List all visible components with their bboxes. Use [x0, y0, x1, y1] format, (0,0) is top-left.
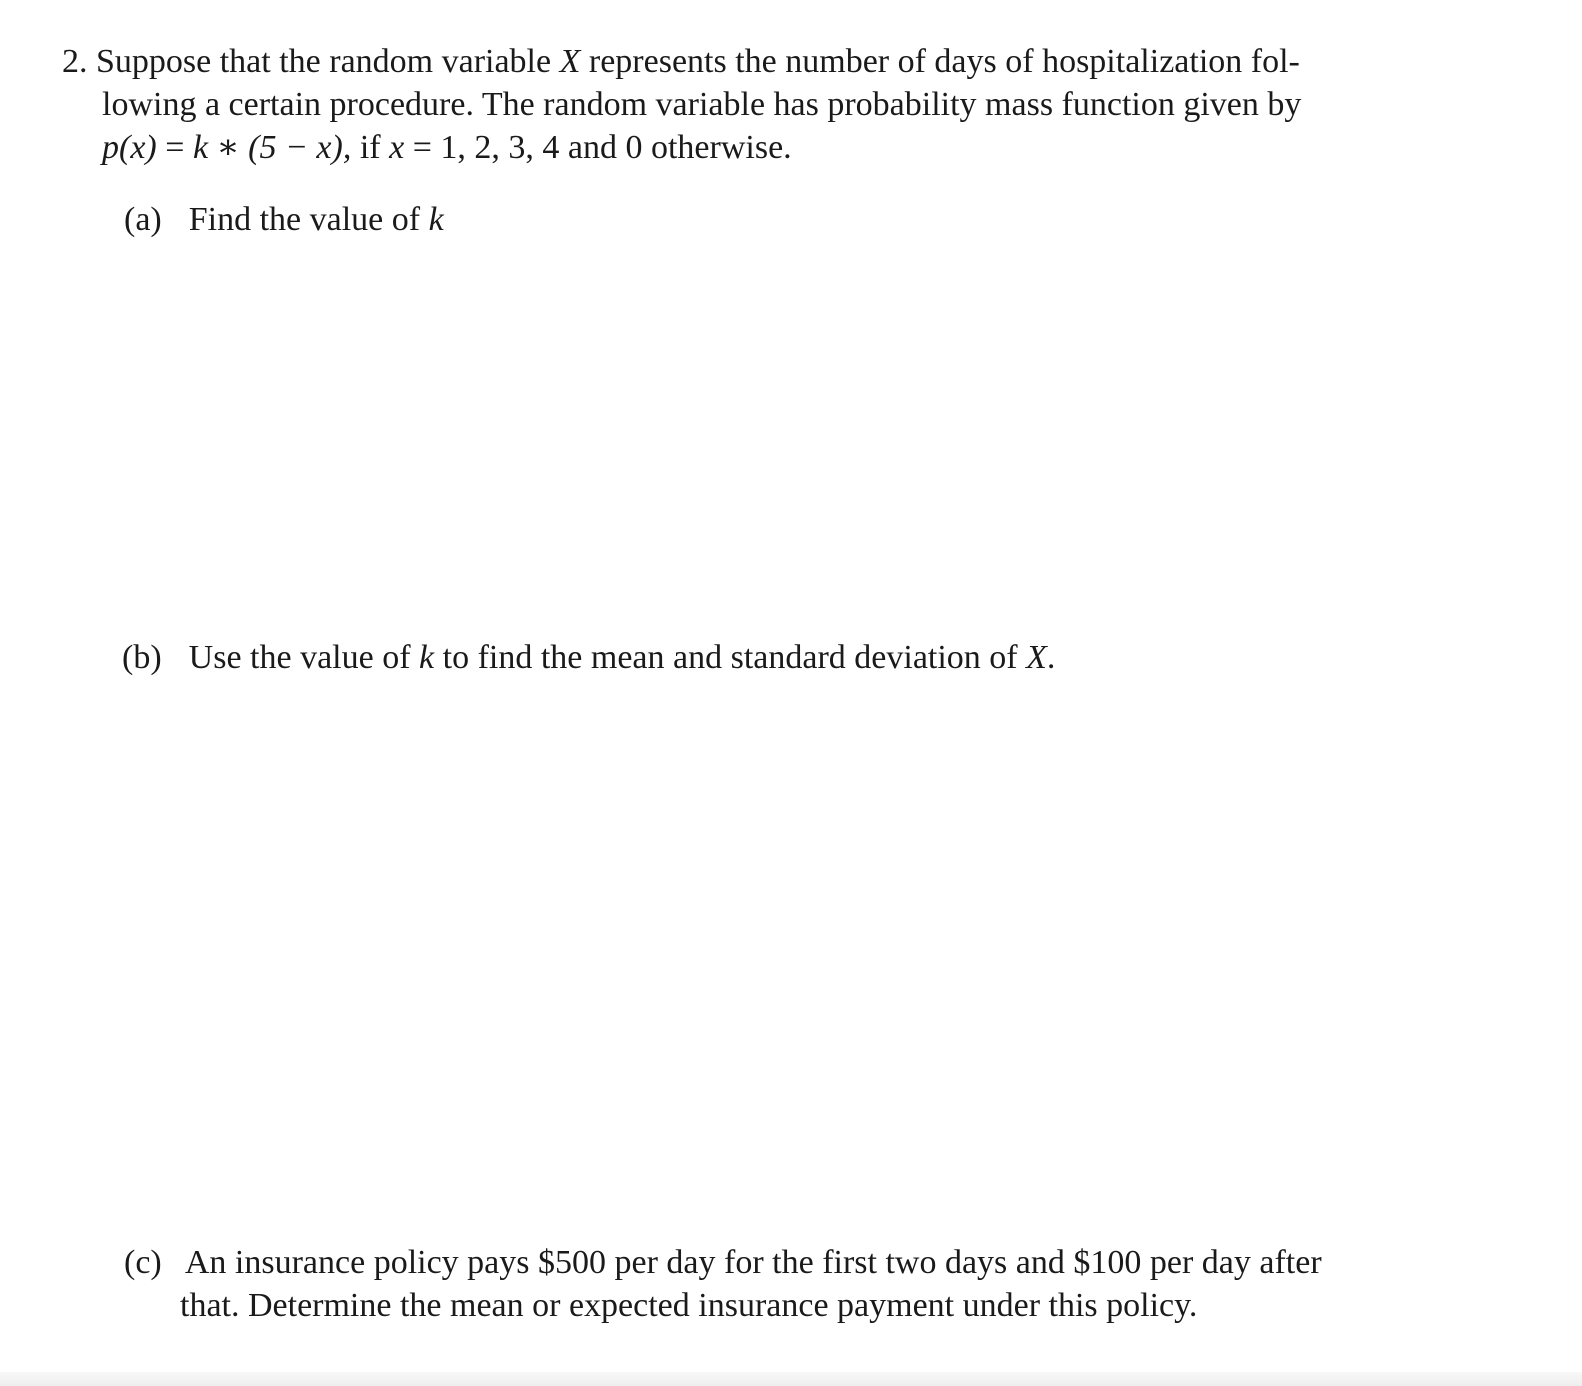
formula-operator: ∗ [216, 129, 240, 166]
part-a [124, 200, 444, 240]
part-a-var: k [428, 201, 444, 238]
variable-x: X [559, 43, 581, 80]
part-a-text: Find the value of [188, 201, 421, 238]
part-c-line-2: that. Determine the mean or expected insurance payment under this policy. [180, 1287, 1198, 1324]
problem-stem-part-1: Suppose that the random variable [96, 43, 552, 80]
problem-line-2: lowing a certain procedure. The random variable has probability mass function given by [102, 86, 1302, 123]
formula-paren: (5 − x), [248, 129, 352, 166]
formula-k: k [192, 129, 209, 166]
formula-lhs: p(x) [102, 129, 157, 166]
formula-equals: = [165, 129, 185, 166]
part-c-line-1 [124, 1243, 1322, 1283]
part-b-end: . [1046, 639, 1056, 676]
part-b [122, 638, 1055, 678]
part-b-var-x: X [1026, 639, 1047, 676]
formula-x: x [389, 129, 405, 166]
problem-line-1 [62, 42, 1300, 82]
problem-formula-line [102, 128, 792, 168]
part-a-label: (a) [124, 201, 162, 238]
part-c-label: (c) [124, 1244, 162, 1281]
formula-equals-2: = [412, 129, 432, 166]
formula-values: 1, 2, 3, 4 [440, 129, 560, 166]
part-b-text-1: Use the value of [188, 639, 411, 676]
part-c-text-1: An insurance policy pays $500 per day for the first two days and $100 per day after [184, 1244, 1322, 1281]
problem-stem-part-2: represents the number of days of hospitalization fol- [588, 43, 1300, 80]
part-b-var-k: k [419, 639, 435, 676]
problem-number: 2. [62, 43, 88, 80]
part-b-label: (b) [122, 639, 162, 676]
bottom-edge-bar [0, 1372, 1582, 1386]
formula-rest: and 0 otherwise. [567, 129, 792, 166]
formula-if: if [359, 129, 381, 166]
part-b-text-2: to find the mean and standard deviation of [442, 639, 1018, 676]
